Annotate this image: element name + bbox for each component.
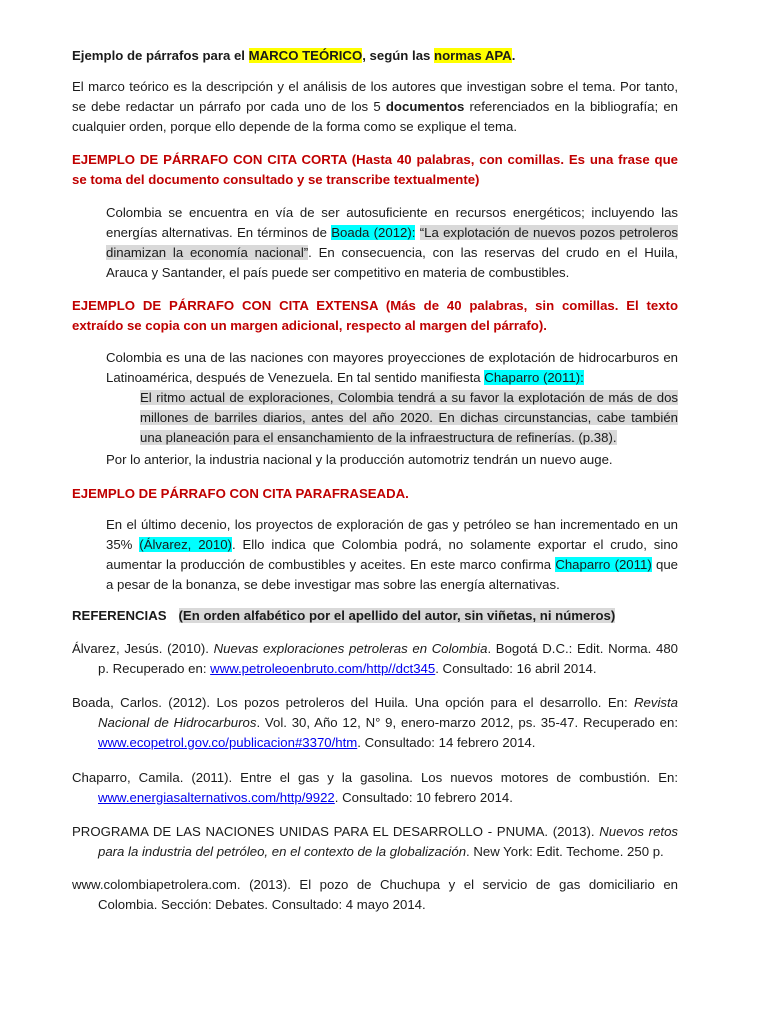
short-quote: “La explotación de nuevos pozos petroleros dinamizan la economía nacional”	[106, 225, 678, 260]
ref3-link[interactable]: www.energiasalternativos.com/http/9922	[98, 790, 335, 805]
document-title	[72, 46, 678, 66]
ref2-link[interactable]: www.ecopetrol.gov.co/publicacion#3370/htm	[98, 735, 358, 750]
intro-bold: documentos	[385, 99, 465, 114]
reference-boada	[72, 693, 678, 753]
ref4-title: Nuevos retos para la industria del petróleo, en el contexto de la globalización	[98, 824, 678, 859]
ref2-text-a: Boada, Carlos. (2012). Los pozos petroleros del Huila. Una opción para el desarrollo. En:	[72, 695, 635, 710]
citation-chaparro: Chaparro (2011)	[555, 557, 652, 572]
reference-colombiapetrolera: www.colombiapetrolera.com. (2013). El pozo de Chuchupa y el servicio de gas domiciliario en Colombia. Sección: Debates. Consultado: 4 mayo 2014.	[72, 877, 678, 912]
citation-chaparro-block: Chaparro (2011):	[484, 370, 584, 385]
title-prefix: Ejemplo de párrafos para el	[72, 48, 249, 63]
reference-chaparro	[72, 768, 678, 808]
ref3-text-a: Chaparro, Camila. (2011). Entre el gas y la gasolina. Los nuevos motores de combustión. En:	[72, 770, 678, 785]
section2-heading: EJEMPLO DE PÁRRAFO CON CITA EXTENSA (Más de 40 palabras, sin comillas. El texto extraído se copia con un margen adicional, respecto al margen del párrafo).	[72, 298, 678, 333]
section3-text-c: que a pesar de la bonanza, se debe investigar mas sobre las energía alternativas.	[106, 557, 678, 592]
ref1-text-a: Álvarez, Jesús. (2010).	[72, 641, 214, 656]
references-heading	[72, 606, 678, 626]
reference-pnuma	[72, 822, 678, 862]
references-note: (En orden alfabético por el apellido del autor, sin viñetas, ni números)	[178, 608, 616, 623]
references-label: REFERENCIAS	[72, 608, 167, 623]
section3-text-a: En el último decenio, los proyectos de exploración de gas y petróleo se han incrementado en un 35%	[106, 517, 678, 552]
section1-heading: EJEMPLO DE PÁRRAFO CON CITA CORTA (Hasta 40 palabras, con comillas. Es una frase que se toma del documento consultado y se transcribe textualmente)	[72, 152, 678, 187]
ref1-text-b: . Bogotá D.C.: Edit. Norma. 480 p. Recuperado en:	[98, 641, 678, 676]
section2-after: Por lo anterior, la industria nacional y la producción automotriz tendrán un nuevo auge.	[106, 452, 613, 467]
ref2-title: Revista Nacional de Hidrocarburos	[98, 695, 678, 730]
section1-text-a: Colombia se encuentra en vía de ser autosuficiente en recursos energéticos; incluyendo las energías alternativas. En términos de	[106, 205, 678, 240]
ref1-title: Nuevas exploraciones petroleras en Colombia	[213, 641, 488, 656]
reference-alvarez	[72, 639, 678, 679]
intro-text-a: El marco teórico es la descripción y el análisis de los autores que investigan sobre el tema. Por tanto, se debe redactar un párrafo por cada uno de los 5	[72, 79, 678, 114]
ref3-text-c: . Consultado: 10 febrero 2014.	[334, 790, 513, 805]
title-mid: , según las	[362, 48, 435, 63]
section2-paragraph	[106, 348, 678, 388]
section3-text-b: . Ello indica que Colombia podrá, no solamente exportar el crudo, sino aumentar la producción de combustibles y aceites. En este marco confirma	[106, 537, 679, 572]
section2-text-a: Colombia es una de las naciones con mayores proyecciones de explotación de hidrocarburos en Latinoamérica, después de Venezuela. En tal sentido manifiesta	[106, 350, 678, 385]
title-end: .	[511, 48, 516, 63]
ref4-text-a: PROGRAMA DE LAS NACIONES UNIDAS PARA EL DESARROLLO - PNUMA. (2013).	[72, 824, 600, 839]
block-quote-text: El ritmo actual de exploraciones, Colombia tendrá a su favor la explotación de más de dos millones de barriles diarios, antes del año 2020. En dichas circunstancias, cabe también una planeación para el ensanchamiento de la infraestructura de refinerías. (p.38).	[140, 390, 678, 445]
intro-paragraph	[72, 77, 678, 137]
title-normas-apa: normas APA	[434, 48, 512, 63]
section3-paragraph	[106, 515, 678, 595]
ref1-text-c: . Consultado: 16 abril 2014.	[435, 661, 597, 676]
section1-paragraph	[106, 203, 678, 283]
ref1-link[interactable]: www.petroleoenbruto.com/http//dct345	[210, 661, 436, 676]
title-marco-teorico: MARCO TEÓRICO	[248, 48, 363, 63]
ref2-text-c: . Consultado: 14 febrero 2014.	[357, 735, 536, 750]
block-quote	[140, 388, 678, 448]
citation-boada: Boada (2012):	[331, 225, 416, 240]
ref2-text-b: . Vol. 30, Año 12, N° 9, enero-marzo 2012, ps. 35-47. Recuperado en:	[256, 715, 678, 730]
section1-text-b: . En consecuencia, con las reservas del crudo en el Huila, Arauca y Santander, el país puede ser competitivo en materia de combustibles.	[106, 245, 678, 280]
ref4-text-b: . New York: Edit. Techome. 250 p.	[466, 844, 664, 859]
intro-text-b: referenciados en la bibliografía; en cualquier orden, porque ello depende de la forma como se explique el tema.	[72, 99, 678, 134]
citation-alvarez: (Álvarez, 2010)	[139, 537, 232, 552]
section3-heading: EJEMPLO DE PÁRRAFO CON CITA PARAFRASEADA.	[72, 486, 409, 501]
